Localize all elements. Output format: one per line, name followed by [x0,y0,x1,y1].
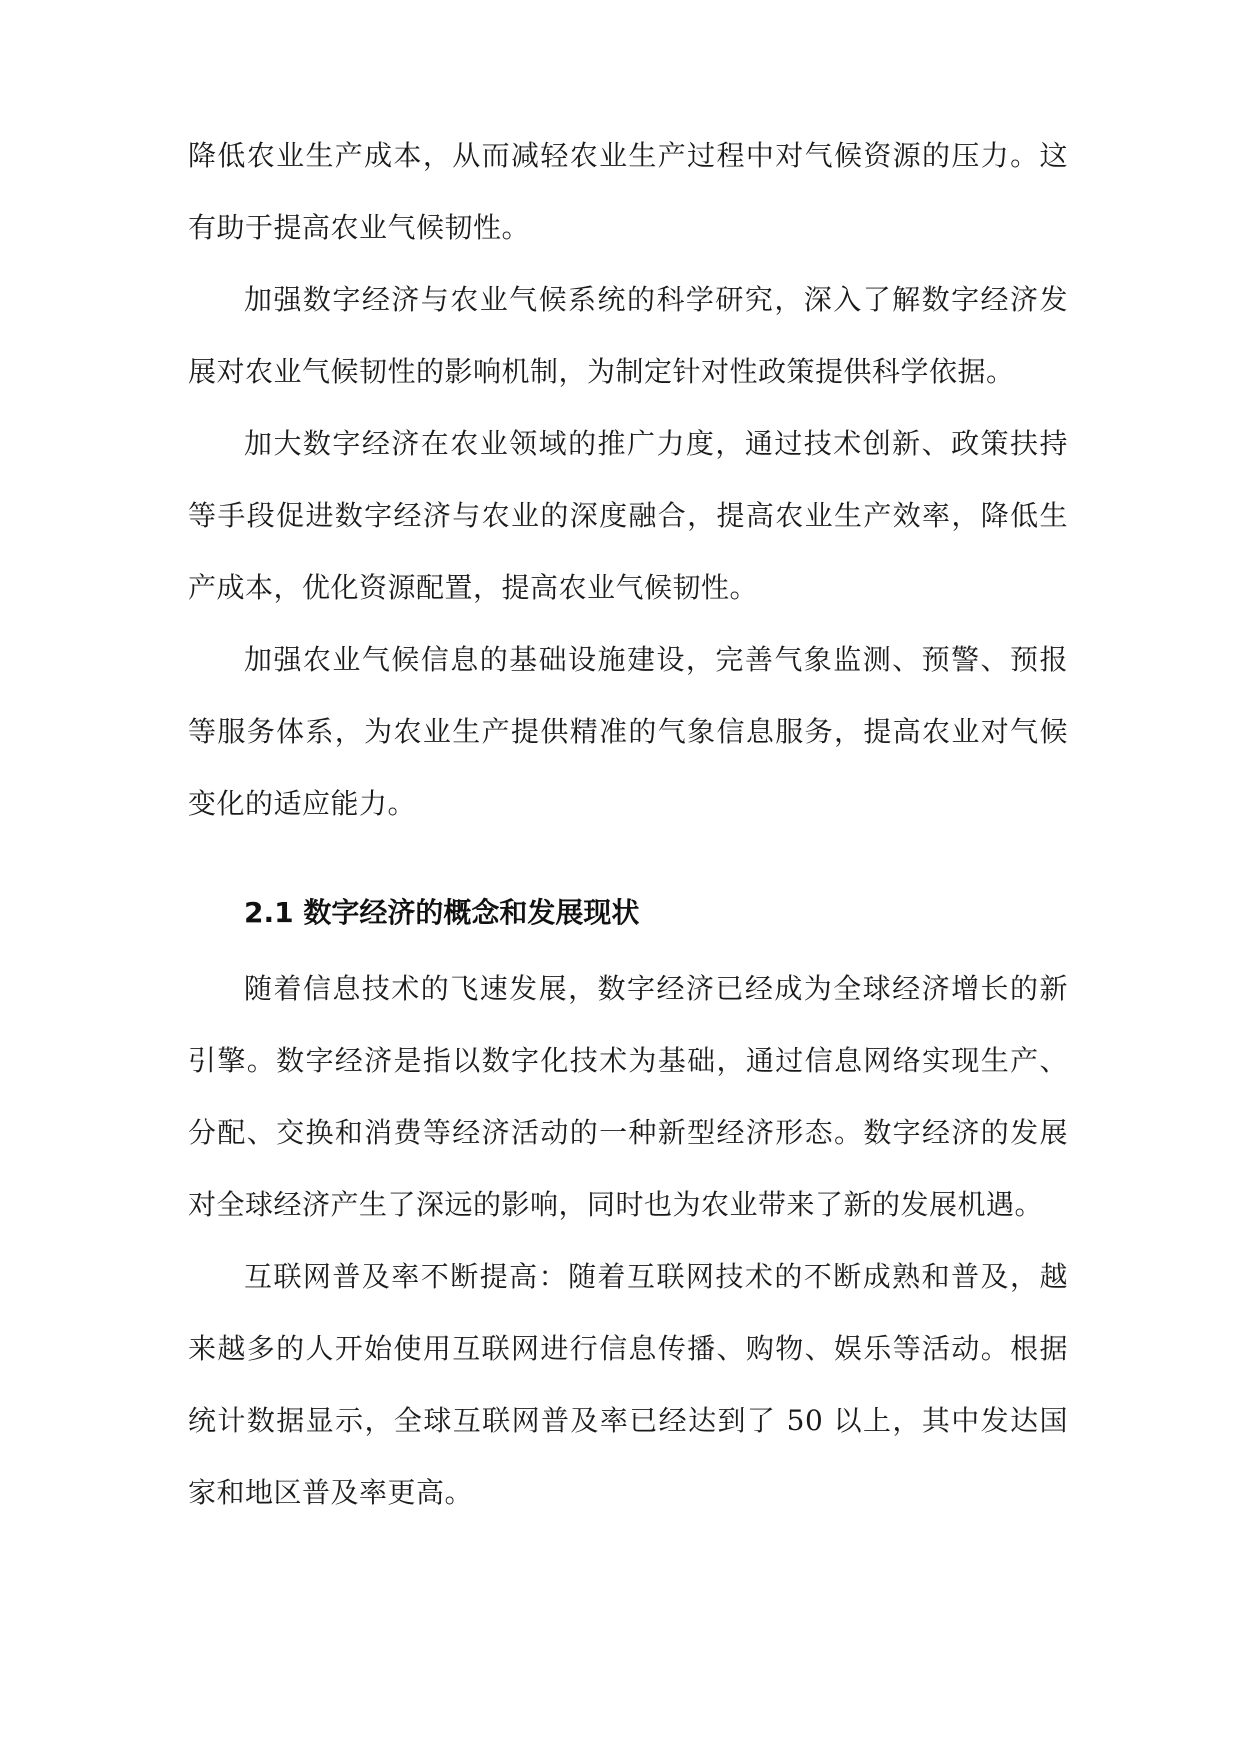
paragraph-digital-economy-intro: 随着信息技术的飞速发展，数字经济已经成为全球经济增长的新引擎。数字经济是指以数字化技术为基础，通过信息网络实现生产、分配、交换和消费等经济活动的一种新型经济形态。数字经济的发展对全球经济产生了深远的影响，同时也为农业带来了新的发展机遇。 [188,972,1068,1221]
paragraph-promotion: 加大数字经济在农业领域的推广力度，通过技术创新、政策扶持等手段促进数字经济与农业的深度融合，提高农业生产效率，降低生产成本，优化资源配置，提高农业气候韧性。 [188,427,1068,604]
paragraph-internet-penetration: 互联网普及率不断提高：随着互联网技术的不断成熟和普及，越来越多的人开始使用互联网进行信息传播、购物、娱乐等活动。根据统计数据显示，全球互联网普及率已经达到了 50 以上，其中发达国家和地区普及率更高。 [188,1260,1068,1509]
paragraph-infrastructure: 加强农业气候信息的基础设施建设，完善气象监测、预警、预报等服务体系，为农业生产提供精准的气象信息服务，提高农业对气候变化的适应能力。 [188,643,1068,820]
paragraph-research: 加强数字经济与农业气候系统的科学研究，深入了解数字经济发展对农业气候韧性的影响机制，为制定针对性政策提供科学依据。 [188,283,1068,388]
paragraph-continuation: 降低农业生产成本，从而减轻农业生产过程中对气候资源的压力。这有助于提高农业气候韧性。 [188,139,1068,244]
section-heading: 2.1 数字经济的概念和发展现状 [244,896,640,929]
